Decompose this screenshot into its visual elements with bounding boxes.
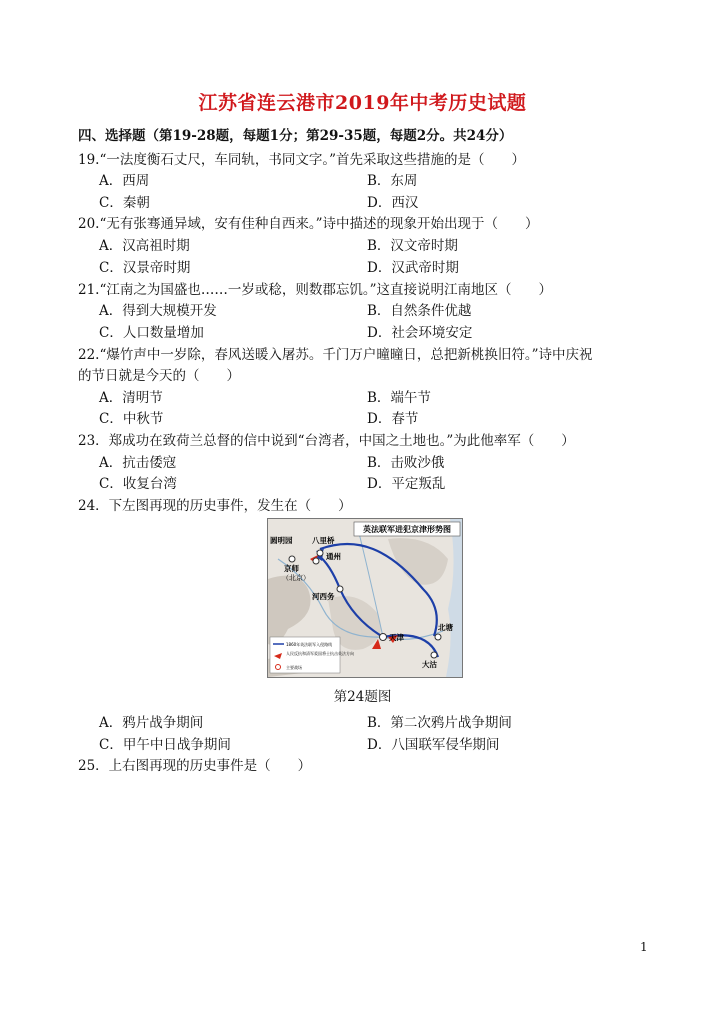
question-22-option-d: D．春节 bbox=[367, 411, 419, 427]
question-19-option-a: A．西周 bbox=[99, 173, 150, 189]
question-24-option-d: D．八国联军侵华期间 bbox=[367, 737, 500, 753]
question-19-option-c: C．秦朝 bbox=[99, 195, 150, 211]
question-21-option-d: D．社会环境安定 bbox=[367, 325, 473, 341]
question-21-option-b: B．自然条件优越 bbox=[367, 303, 472, 319]
historical-map-figure bbox=[267, 518, 463, 678]
place-marker bbox=[337, 586, 343, 592]
legend-label: 主要战场 bbox=[286, 665, 302, 670]
legend-battle-swatch bbox=[276, 665, 281, 670]
question-24-stem: 24．下左图再现的历史事件，发生在（ ） bbox=[78, 498, 352, 514]
question-24-option-b: B．第二次鸦片战争期间 bbox=[367, 715, 512, 731]
question-22-option-c: C．中秋节 bbox=[99, 411, 164, 427]
question-23-option-b: B．击败沙俄 bbox=[367, 455, 445, 471]
place-marker bbox=[313, 558, 319, 564]
question-23-stem: 23．郑成功在致荷兰总督的信中说到“台湾者，中国之土地也。”为此他率军（ ） bbox=[78, 433, 575, 449]
place-label: （北京） bbox=[282, 574, 310, 582]
place-label: 河西务 bbox=[312, 592, 335, 601]
question-22-option-a: A．清明节 bbox=[99, 390, 163, 406]
place-label: 圆明园 bbox=[270, 536, 293, 545]
question-21-option-a: A．得到大规模开发 bbox=[99, 303, 217, 319]
place-label: 大沽 bbox=[422, 660, 437, 669]
place-marker bbox=[289, 556, 295, 562]
page-number: 1 bbox=[640, 940, 648, 954]
legend-label: 人民反抗和清军爱国将士抗击英法方向 bbox=[286, 651, 354, 656]
question-19-option-d: D．西汉 bbox=[367, 195, 419, 211]
question-22-stem-line-2: 的节日就是今天的（ ） bbox=[78, 368, 240, 384]
place-marker bbox=[380, 634, 387, 641]
question-19-option-b: B．东周 bbox=[367, 173, 418, 189]
place-label: 八里桥 bbox=[312, 536, 335, 545]
question-24-option-c: C．甲午中日战争期间 bbox=[99, 737, 231, 753]
question-22-option-b: B．端午节 bbox=[367, 390, 431, 406]
question-21-option-c: C．人口数量增加 bbox=[99, 325, 204, 341]
section-header: 四、选择题（第19-28题，每题1分；第29-35题，每题2分。共24分） bbox=[78, 128, 513, 144]
place-marker bbox=[317, 550, 323, 556]
question-24-option-a: A．鸦片战争期间 bbox=[99, 715, 204, 731]
place-label: 北塘 bbox=[438, 623, 453, 632]
question-20-option-a: A．汉高祖时期 bbox=[99, 238, 190, 254]
question-23-option-c: C．收复台湾 bbox=[99, 476, 177, 492]
question-20-option-b: B．汉文帝时期 bbox=[367, 238, 458, 254]
figure-caption: 第24题图 bbox=[333, 689, 392, 705]
place-label: 天津 bbox=[389, 633, 404, 642]
document-title: 江苏省连云港市2019年中考历史试题 bbox=[198, 92, 527, 114]
question-22-stem-line-1: 22.“爆竹声中一岁除，春风送暖入屠苏。千门万户曈曈日，总把新桃换旧符。”诗中庆祝 bbox=[78, 347, 593, 363]
question-23-option-a: A．抗击倭寇 bbox=[99, 455, 177, 471]
place-label: 京师 bbox=[284, 564, 299, 573]
question-20-option-c: C．汉景帝时期 bbox=[99, 260, 191, 276]
legend-label: 1860年英法联军入侵路线 bbox=[286, 642, 333, 647]
map-title: 英法联军进犯京津形势图 bbox=[363, 525, 451, 534]
place-label: 通州 bbox=[326, 552, 341, 561]
question-20-stem: 20.“无有张骞通异域，安有佳种自西来。”诗中描述的现象开始出现于（ ） bbox=[78, 216, 539, 232]
question-19-stem: 19.“一法度衡石丈尺，车同轨，书同文字。”首先采取这些措施的是（ ） bbox=[78, 152, 526, 168]
place-marker bbox=[435, 634, 441, 640]
place-marker bbox=[431, 652, 437, 658]
question-25-stem: 25．上右图再现的历史事件是（ ） bbox=[78, 758, 312, 774]
question-21-stem: 21.“江南之为国盛也……一岁或稔，则数郡忘饥。”这直接说明江南地区（ ） bbox=[78, 282, 553, 298]
question-20-option-d: D．汉武帝时期 bbox=[367, 260, 459, 276]
question-23-option-d: D．平定叛乱 bbox=[367, 476, 446, 492]
